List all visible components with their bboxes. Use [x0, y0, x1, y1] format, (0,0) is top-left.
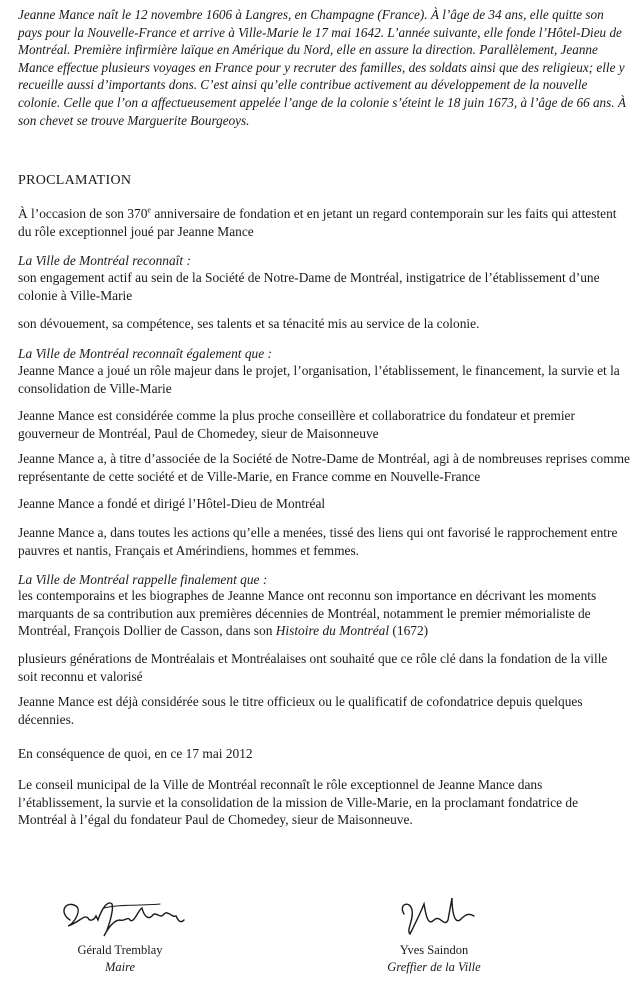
signatory-name: Gérald Tremblay [77, 943, 163, 957]
reminder-item [18, 587, 630, 640]
signature-block-mayor [20, 890, 220, 976]
book-title: Histoire du Montréal [275, 623, 390, 639]
reminder-title: La Ville de Montréal rappelle finalement que : [18, 572, 268, 587]
handwritten-signature-mayor [50, 890, 190, 942]
signature-block-clerk [334, 890, 534, 976]
consequence-line: En conséquence de quoi, en ce 17 mai 2012 [18, 746, 253, 761]
preamble-text: À l’occasion de son 370 [18, 206, 148, 221]
signatory-role: Greffier de la Ville [387, 960, 481, 974]
reminder-text: les contemporains et les biographes de Jeanne Mance ont reconnu son importance en décrivant les moments marquants de sa contribution aux premières décennies de Montréal, notamment le premier mémorialiste de Montréal, François Dollier de Casson, dans son [18, 588, 597, 639]
recognition-also-title: La Ville de Montréal reconnaît également que : [18, 346, 272, 361]
preamble-paragraph [18, 205, 630, 240]
recognition-also-item: Jeanne Mance est considérée comme la plus proche conseillère et collaboratrice du fondateur et premier gouverneur de Montréal, Paul de Chomedey, sieur de Maisonneuve [18, 408, 575, 441]
reminder-item: Jeanne Mance est déjà considérée sous le titre officieux ou le qualificatif de cofondatrice depuis quelques décennies. [18, 694, 583, 727]
handwritten-signature-clerk [364, 890, 504, 942]
reminder-item: plusieurs générations de Montréalais et Montréalaises ont souhaité que ce rôle clé dans la fondation de la ville soit reconnu et valorisé [18, 651, 608, 684]
reminder-text-end: (1672) [389, 623, 429, 639]
intro-paragraph: Jeanne Mance naît le 12 novembre 1606 à Langres, en Champagne (France). À l’âge de 34 ans, elle quitte son pays pour la Nouvelle-France et arrive à Ville-Marie le 17 mai 1642. L’année suivante, elle fonde l’Hôtel-Dieu de Montréal. Première infirmière laïque en Amérique du Nord, elle en assure la direction. Parallèlement, Jeanne Mance effectue plusieurs voyages en France pour y recruter des familles, des soldats ainsi que des religieux; elle y recueille aussi d’importants dons. C’est ainsi qu’elle contribue activement au développement de la nouvelle colonie. Celle que l’on a affectueusement appelée l’ange de la colonie s’éteint le 18 juin 1673, à l’âge de 66 ans. À son chevet se trouve Marguerite Bourgeoys. [18, 7, 626, 128]
recognition-title: La Ville de Montréal reconnaît : [18, 253, 191, 268]
recognition-item: son engagement actif au sein de la Société de Notre-Dame de Montréal, instigatrice de l’établissement d’une colonie à Ville-Marie [18, 270, 600, 303]
recognition-item: son dévouement, sa compétence, ses talents et sa ténacité mis au service de la colonie. [18, 316, 480, 331]
signatory-role: Maire [104, 960, 136, 974]
signatory-name: Yves Saindon [399, 943, 469, 957]
conclusion-paragraph: Le conseil municipal de la Ville de Montréal reconnaît le rôle exceptionnel de Jeanne Mance dans l’établissement, la survie et la consolidation de la mission de Ville-Marie, en la proclamant fondatrice de Montréal à l’égal du fondateur Paul de Chomedey, sieur de Maisonneuve. [18, 777, 579, 828]
ordinal-suffix: e [147, 205, 151, 215]
recognition-also-item: Jeanne Mance a joué un rôle majeur dans le projet, l’organisation, l’établissement, le financement, la survie et la consolidation de Ville-Marie [18, 363, 620, 396]
recognition-also-item: Jeanne Mance a, dans toutes les actions qu’elle a menées, tissé des liens qui ont favorisé le rapprochement entre pauvres et nantis, Français et Amérindiens, hommes et femmes. [18, 525, 618, 558]
preamble-text-end: anniversaire de fondation et en jetant un regard contemporain sur les faits qui attestent du rôle exceptionnel joué par Jeanne Mance [18, 206, 617, 239]
recognition-also-item: Jeanne Mance a, à titre d’associée de la Société de Notre-Dame de Montréal, agi à de nombreuses reprises comme représentante de cette société et de Ville-Marie, en France comme en Nouvelle-France [18, 451, 630, 484]
recognition-also-item: Jeanne Mance a fondé et dirigé l’Hôtel-Dieu de Montréal [18, 496, 326, 511]
section-heading: PROCLAMATION [18, 173, 132, 188]
